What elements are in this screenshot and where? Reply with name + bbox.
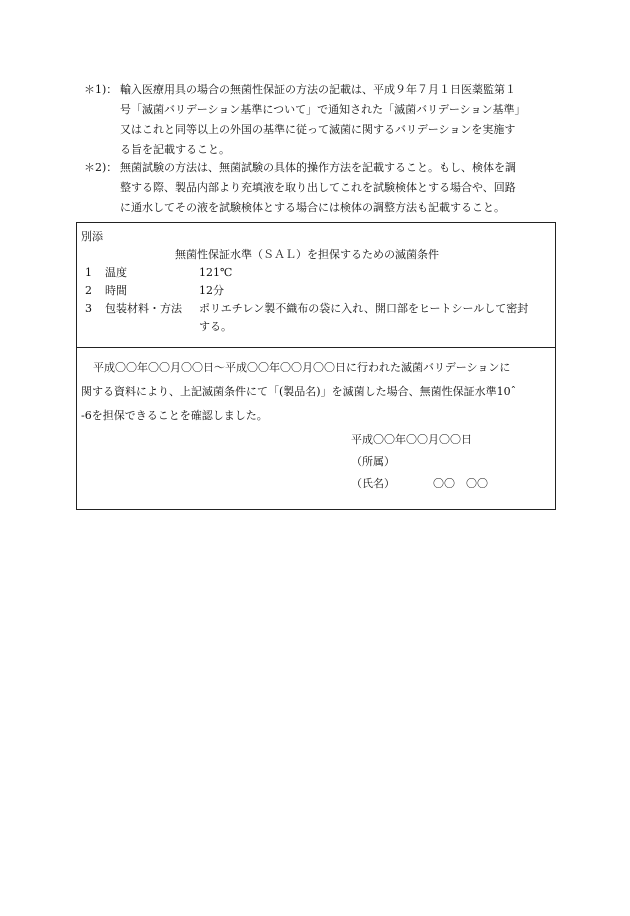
name-value: 〇〇 〇〇 [433,477,488,490]
note-2 [84,158,562,218]
item-1-number: 1 [85,266,92,279]
confirmation-line-2: 関する資料により、上記滅菌条件にて「(製品名)」を滅菌した場合、無菌性保証水準10ˆ [81,385,517,398]
attachment-label: 別添 [81,230,103,243]
note-1 [84,80,562,160]
item-3-value: ポリエチレン製不織布の袋に入れ、開口部をヒートシールして密封 [199,302,529,315]
attachment-title: 無菌性保証水準（ＳＡＬ）を担保するための滅菌条件 [175,248,439,261]
note-1-line-4: る旨を記載すること。 [120,143,230,156]
attachment-box [76,222,556,348]
note-1-line-2: 号「滅菌バリデーション基準について」で通知された「滅菌バリデーション基準」 [120,103,526,116]
item-2-value: 12分 [199,284,224,297]
note-1-line-1: 輸入医療用具の場合の無菌性保証の方法の記載は、平成９年７月１日医薬監第１ [120,83,516,96]
item-2-number: 2 [85,284,92,297]
note-2-line-2: 整する際、製品内部より充填液を取り出してこれを試験検体とする場合や、回路 [120,181,516,194]
confirmation-date: 平成〇〇年〇〇月〇〇日 [351,433,472,446]
note-1-line-3: 又はこれと同等以上の外国の基準に従って滅菌に関するバリデーションを実施す [120,123,516,136]
item-1-value: 121℃ [199,266,233,279]
note-2-line-3: に通水してその液を試験検体とする場合には検体の調整方法も記載すること。 [120,201,505,214]
confirmation-box [76,347,556,510]
name-label: （氏名） [351,477,395,490]
item-3-value-cont: する。 [199,320,232,333]
note-2-line-1: 無菌試験の方法は、無菌試験の具体的操作方法を記載すること。もし、検体を調 [120,161,516,174]
confirmation-line-3: -6を担保できることを確認しました。 [81,409,268,422]
item-3-name: 包装材料・方法 [105,302,182,315]
item-2-name: 時間 [105,284,127,297]
item-1-name: 温度 [105,266,127,279]
note-2-mark: ＊2)： [84,161,118,174]
item-3-number: 3 [85,302,92,315]
confirmation-line-1: 平成〇〇年〇〇月〇〇日～平成〇〇年〇〇月〇〇日に行われた滅菌バリデーションに [93,361,511,374]
note-1-mark: ＊1)： [84,83,118,96]
affiliation-label: （所属） [351,455,395,468]
